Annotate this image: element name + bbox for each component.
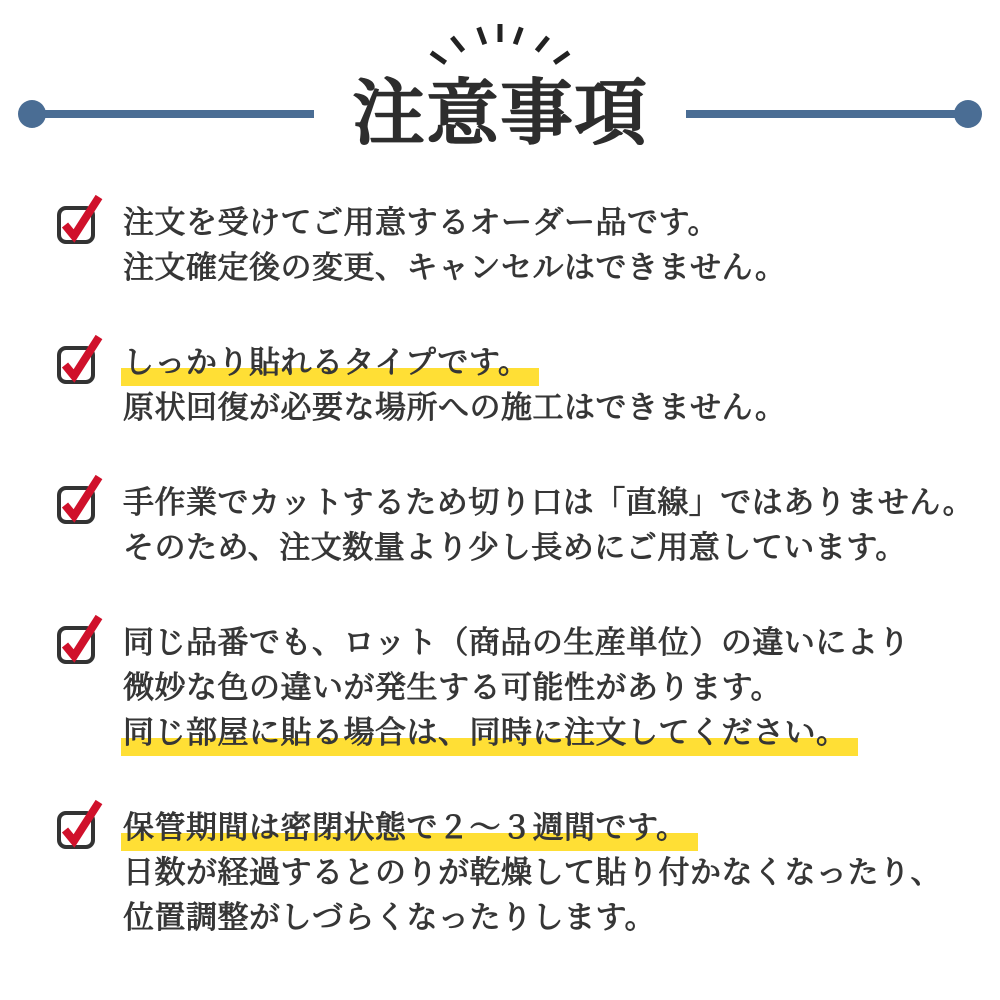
note-text: 注文を受けてご用意するオーダー品です。 bbox=[123, 205, 720, 240]
checked-checkbox-icon bbox=[55, 331, 105, 385]
note-line bbox=[123, 480, 1000, 525]
left-rule-line bbox=[42, 110, 314, 118]
note-line bbox=[123, 245, 1000, 290]
note-line bbox=[123, 620, 1000, 665]
highlighted-note-text: 保管期間は密閉状態で２〜３週間です。 bbox=[121, 810, 698, 851]
note-item bbox=[55, 620, 1000, 755]
note-line bbox=[123, 385, 1000, 430]
note-item bbox=[55, 480, 1000, 570]
note-item bbox=[55, 805, 1000, 940]
note-text: 微妙な色の違いが発生する可能性があります。 bbox=[123, 670, 783, 705]
note-item bbox=[55, 200, 1000, 290]
notes-list bbox=[0, 200, 1000, 940]
highlighted-note-text: しっかり貼れるタイプです。 bbox=[121, 345, 539, 386]
note-text: 同じ品番でも、ロット（商品の生産単位）の違いにより bbox=[123, 625, 910, 660]
item-text bbox=[123, 480, 1000, 570]
note-text: そのため、注文数量より少し長めにご用意しています。 bbox=[123, 530, 907, 565]
highlighted-note-text: 同じ部屋に貼る場合は、同時に注文してください。 bbox=[121, 715, 858, 756]
note-line bbox=[123, 525, 1000, 570]
note-line bbox=[123, 200, 1000, 245]
item-text bbox=[123, 620, 1000, 755]
note-line bbox=[123, 805, 1000, 850]
title-row bbox=[0, 74, 1000, 154]
item-text bbox=[123, 805, 1000, 940]
note-text: 原状回復が必要な場所への施工はできません。 bbox=[123, 390, 787, 425]
note-text: 位置調整がしづらくなったりします。 bbox=[123, 900, 657, 935]
emphasis-burst-icon bbox=[425, 10, 575, 76]
right-end-dot bbox=[954, 100, 982, 128]
header bbox=[0, 0, 1000, 154]
checked-checkbox-icon bbox=[55, 471, 105, 525]
note-text: 手作業でカットするため切り口は「直線」ではありません。 bbox=[123, 485, 975, 520]
page-title: 注意事項 bbox=[352, 74, 649, 154]
note-text: 日数が経過するとのりが乾燥して貼り付かなくなったり、 bbox=[123, 855, 942, 890]
note-line bbox=[123, 850, 1000, 895]
item-text bbox=[123, 200, 1000, 290]
note-line bbox=[123, 340, 1000, 385]
note-item bbox=[55, 340, 1000, 430]
checked-checkbox-icon bbox=[55, 191, 105, 245]
note-line bbox=[123, 710, 1000, 755]
right-rule-line bbox=[686, 110, 958, 118]
note-line bbox=[123, 665, 1000, 710]
item-text bbox=[123, 340, 1000, 430]
checked-checkbox-icon bbox=[55, 611, 105, 665]
note-line bbox=[123, 895, 1000, 940]
checked-checkbox-icon bbox=[55, 796, 105, 850]
note-text: 注文確定後の変更、キャンセルはできません。 bbox=[123, 250, 787, 285]
